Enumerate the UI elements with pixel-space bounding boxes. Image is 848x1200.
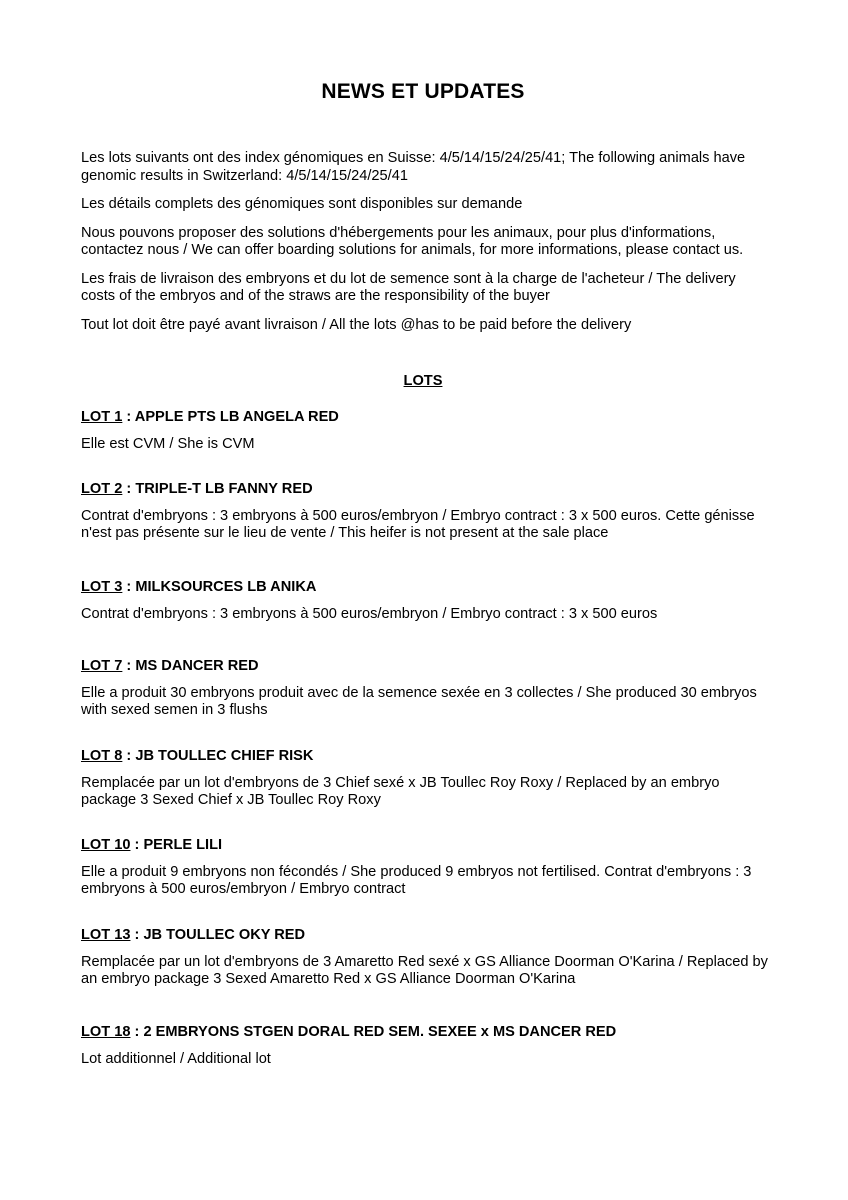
lot-name: : 2 EMBRYONS STGEN DORAL RED SEM. SEXEE x MS DANCER RED — [130, 1024, 617, 1040]
lot-description: Elle a produit 30 embryons produit avec de la semence sexée en 3 collectes / She produced 30 embryos with sexed semen in 3 flushs — [81, 684, 757, 718]
lot-name: : APPLE PTS LB ANGELA RED — [122, 409, 339, 425]
news-paragraph-delivery-costs: Les frais de livraison des embryons et du lot de semence sont à la charge de l'acheteur / The delivery costs of the embryos and of the straws are the responsibility of the buyer — [81, 270, 736, 304]
lot-number: LOT 3 — [81, 579, 123, 595]
lot-item-8 — [81, 748, 771, 810]
lot-item-13 — [81, 927, 771, 989]
lot-description: Elle a produit 9 embryons non fécondés / She produced 9 embryos not fertilised. Contrat d'embryons : 3 embryons à 500 euros/embryon / Embryo contract — [81, 863, 752, 897]
lot-number: LOT 13 — [81, 927, 131, 943]
lot-description: Contrat d'embryons : 3 embryons à 500 euros/embryon / Embryo contract : 3 x 500 euros. Cette génisse n'est pas présente sur le lieu de vente / This heifer is not present at the sale place — [81, 507, 755, 541]
lot-heading — [81, 409, 771, 427]
lot-item-2 — [81, 481, 771, 543]
lot-heading — [81, 837, 771, 855]
news-paragraph-payment: Tout lot doit être payé avant livraison / All the lots @has to be paid before the delivery — [81, 316, 632, 333]
lots-heading: LOTS — [403, 373, 443, 389]
news-paragraph-boarding: Nous pouvons proposer des solutions d'hébergements pour les animaux, pour plus d'informations, contactez nous / We can offer boarding solutions for animals, for more informations, please contact us. — [81, 224, 744, 258]
lot-name: : MS DANCER RED — [122, 658, 259, 674]
lot-description: Elle est CVM / She is CVM — [81, 435, 255, 452]
lot-heading — [81, 1024, 771, 1042]
lot-item-3 — [81, 579, 771, 623]
lot-name: : JB TOULLEC CHIEF RISK — [122, 748, 314, 764]
lot-heading — [81, 658, 771, 676]
page-title: NEWS ET UPDATES — [321, 80, 525, 103]
lot-item-10 — [81, 837, 771, 899]
lot-name: : TRIPLE-T LB FANNY RED — [122, 481, 313, 497]
lot-number: LOT 8 — [81, 748, 123, 764]
news-paragraph-genomic-details: Les détails complets des génomiques sont disponibles sur demande — [81, 196, 523, 212]
lot-description: Remplacée par un lot d'embryons de 3 Amaretto Red sexé x GS Alliance Doorman O'Karina / Replaced by an embryo package 3 Sexed Amaretto Red x GS Alliance Doorman O'Karina — [81, 953, 768, 987]
lot-name: : JB TOULLEC OKY RED — [130, 927, 306, 943]
lot-number: LOT 18 — [81, 1024, 131, 1040]
lot-number: LOT 1 — [81, 409, 123, 425]
lot-heading — [81, 579, 771, 597]
lot-description: Contrat d'embryons : 3 embryons à 500 euros/embryon / Embryo contract : 3 x 500 euros — [81, 605, 658, 622]
news-paragraph-genomic-index: Les lots suivants ont des index génomiques en Suisse: 4/5/14/15/24/25/41; The following animals have genomic results in Switzerland: 4/5/14/15/24/25/41 — [81, 150, 746, 184]
lot-number: LOT 10 — [81, 837, 131, 853]
news-section — [81, 150, 771, 345]
lot-heading — [81, 481, 771, 499]
lot-item-18 — [81, 1024, 771, 1068]
lot-heading — [81, 927, 771, 945]
lot-description: Lot additionnel / Additional lot — [81, 1050, 271, 1067]
lot-item-7 — [81, 658, 771, 720]
lot-name: : PERLE LILI — [130, 837, 223, 853]
lot-heading — [81, 748, 771, 766]
lot-number: LOT 7 — [81, 658, 123, 674]
lot-number: LOT 2 — [81, 481, 123, 497]
lot-description: Remplacée par un lot d'embryons de 3 Chief sexé x JB Toullec Roy Roxy / Replaced by an embryo package 3 Sexed Chief x JB Toullec Roy Roxy — [81, 774, 720, 808]
lot-item-1 — [81, 409, 771, 453]
lot-name: : MILKSOURCES LB ANIKA — [122, 579, 317, 595]
